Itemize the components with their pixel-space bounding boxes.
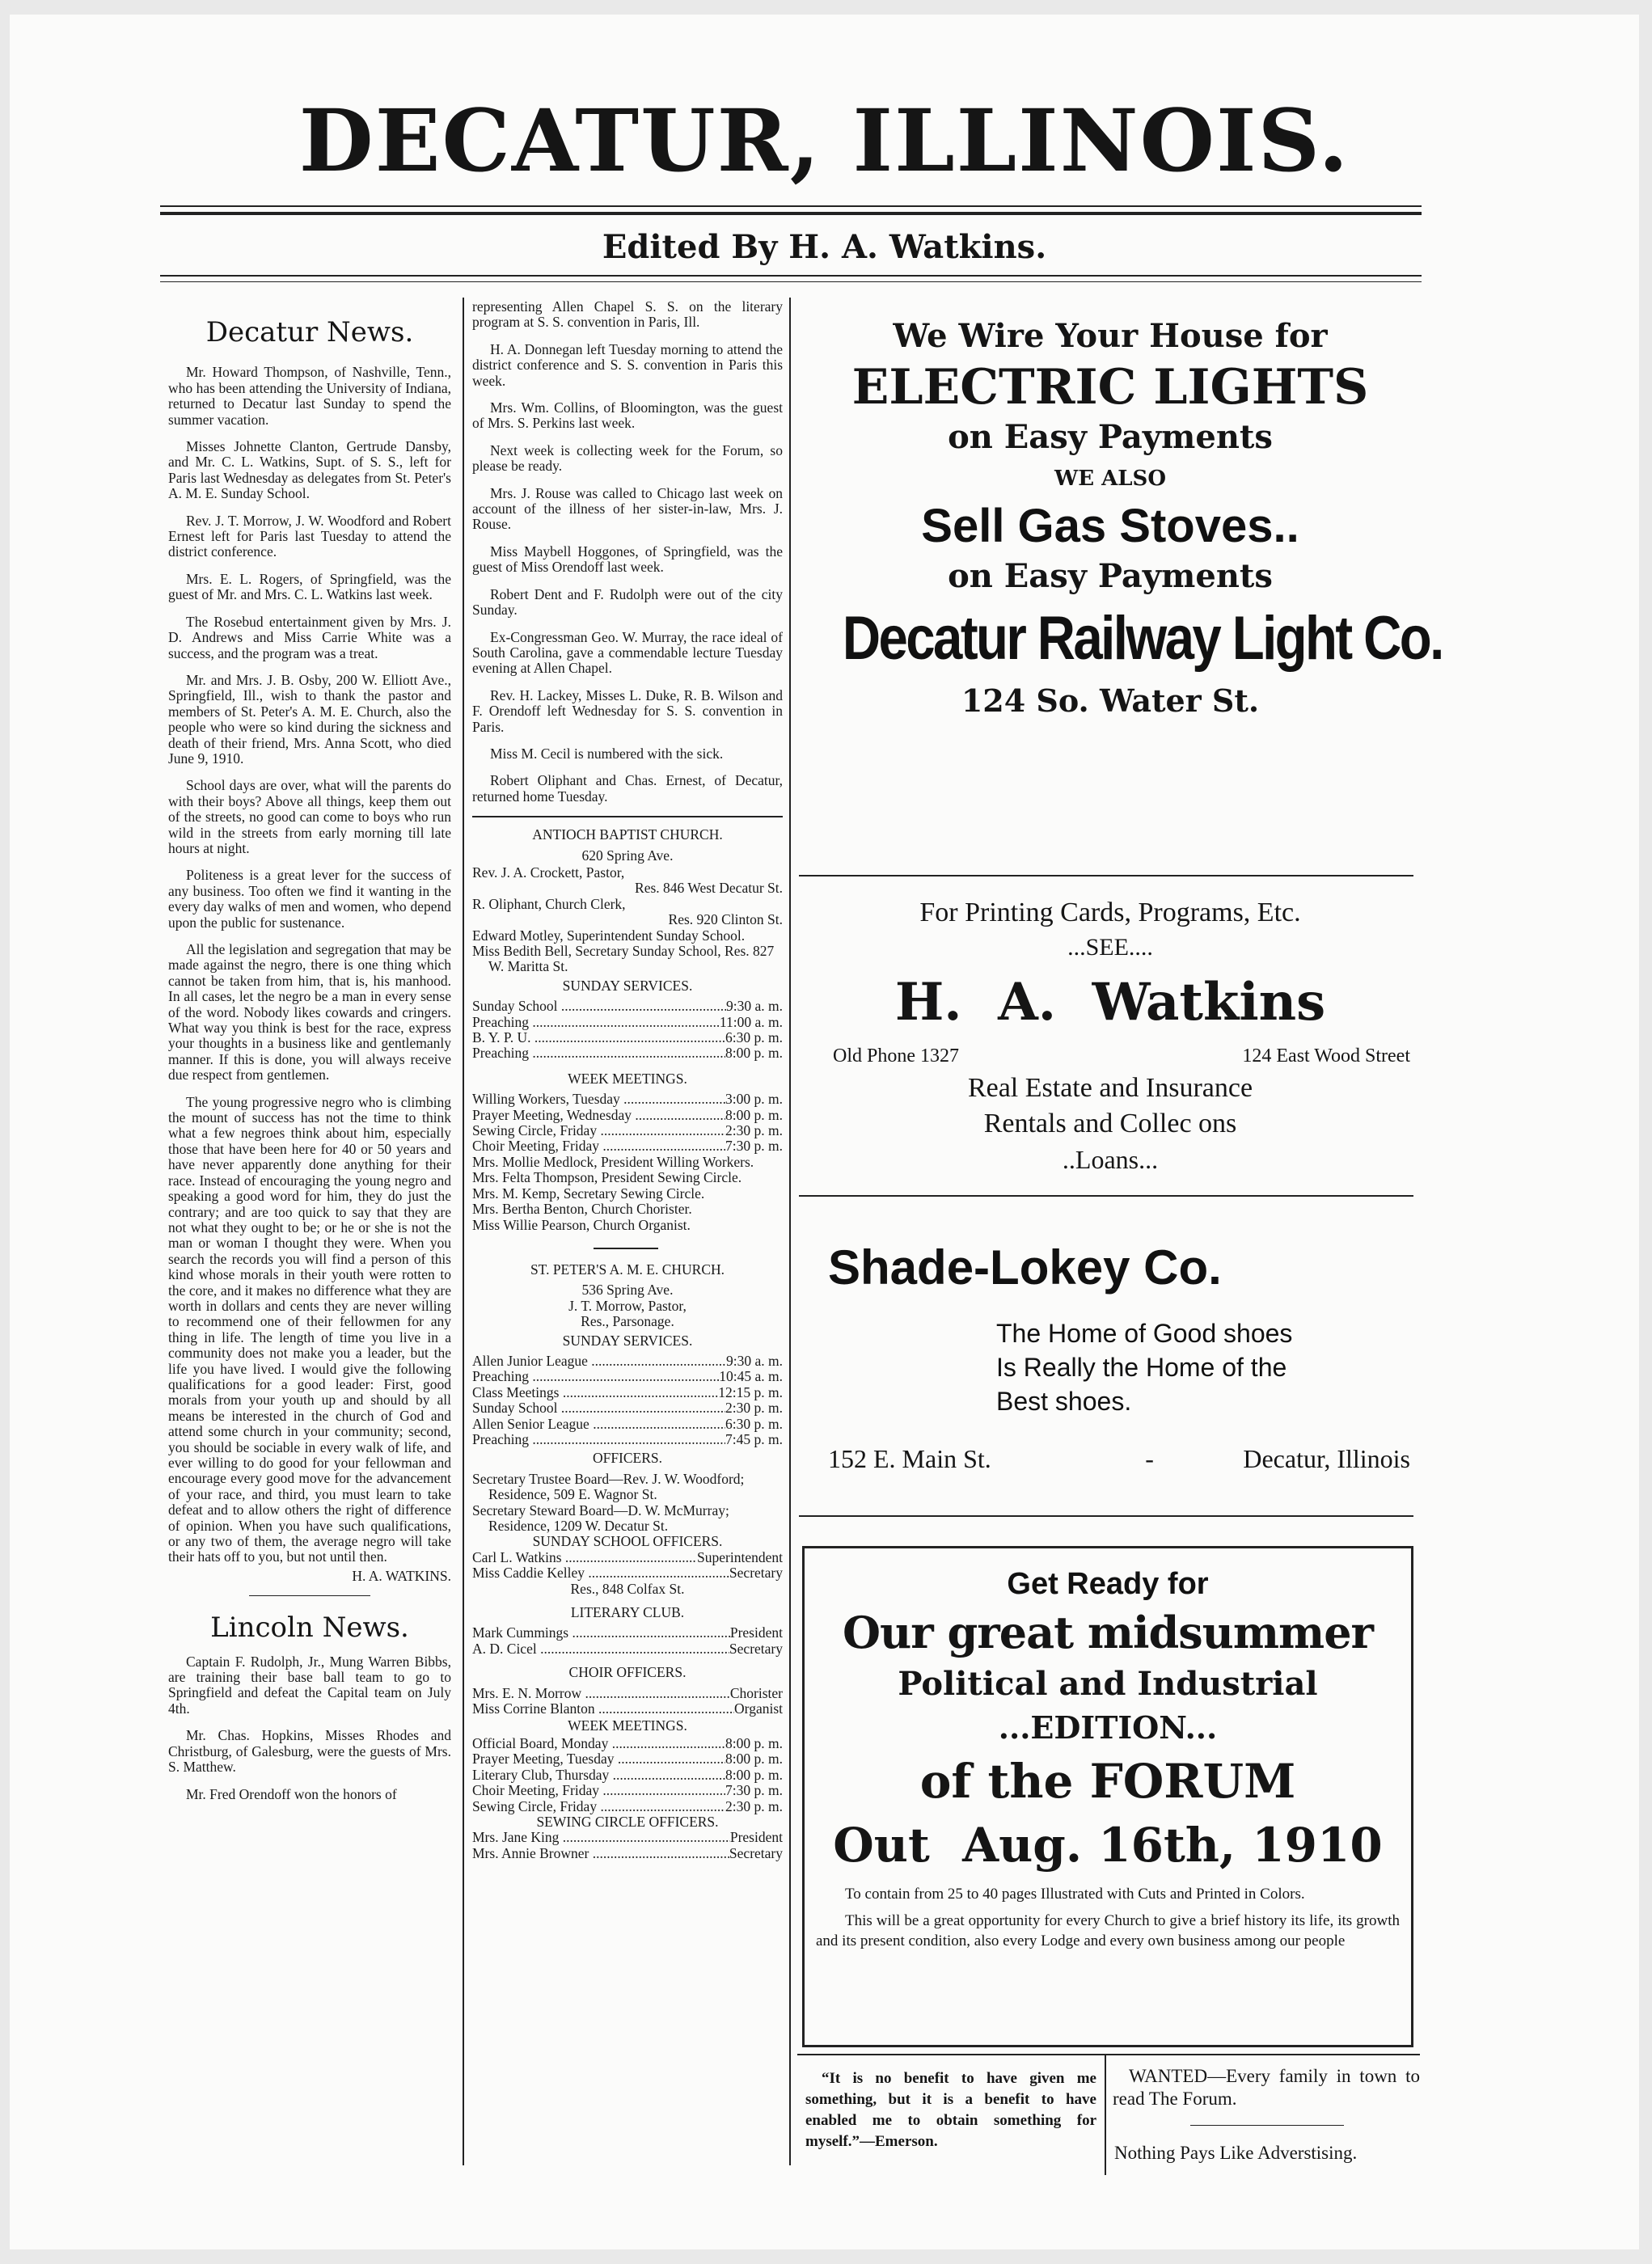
news-item: Robert Oliphant and Chas. Ernest, of Decatur, returned home Tuesday. [472, 772, 783, 805]
ad-forum-line: Political and Industrial [898, 1665, 1318, 1703]
st-peters-ss-res: Res., 848 Colfax St. [570, 1580, 685, 1597]
service-row: Willing Workers, Tuesday ..... 3:00 p. m. [472, 1092, 783, 1107]
ad-divider [799, 875, 1413, 876]
service-row: Sunday School ..... 2:30 p. m. [472, 1400, 783, 1416]
officer-row: Miss Corrine Blanton ..... Organist [472, 1701, 783, 1717]
antioch-staff: R. Oliphant, Church Clerk, [472, 895, 626, 912]
service-row: Preaching ..... 8:00 p. m. [472, 1045, 783, 1061]
st-peters-sewing-title: SEWING CIRCLE OFFICERS. [536, 1813, 719, 1830]
signature: H. A. WATKINS. [352, 1567, 451, 1584]
ad-watkins-line: For Printing Cards, Programs, Etc. [919, 898, 1301, 927]
ad-electric-line: on Easy Payments [948, 418, 1273, 456]
service-row: Prayer Meeting, Wednesday ..... 8:00 p. m. [472, 1108, 783, 1123]
news-item: Mr. Chas. Hopkins, Misses Rhodes and Christburg, of Galesburg, were the guests of Mrs. S. Matthew. [168, 1727, 451, 1776]
column-1 [168, 306, 451, 1814]
ad-electric-company: Decatur Railway Light Co. [842, 604, 1443, 673]
ad-shade-line: Best shoes. [996, 1387, 1132, 1416]
officer-row: Mark Cummings ..... President [472, 1625, 783, 1641]
masthead-rule-bottom-2 [160, 281, 1422, 282]
antioch-staff: Rev. J. A. Crockett, Pastor, [472, 864, 625, 881]
masthead-editor: Edited By H. A. Watkins. [602, 228, 1047, 266]
antioch-staff: Miss Bedith Bell, Secretary Sunday School, Res. 827 W. Maritta St. [472, 943, 775, 975]
officer-row: Mrs. Annie Browner ..... Secretary [472, 1846, 783, 1861]
service-row: Sunday School ..... 9:30 a. m. [472, 999, 783, 1014]
antioch-officer: Mrs. M. Kemp, Secretary Sewing Circle. [472, 1185, 705, 1202]
ad-shade-line: The Home of Good shoes [996, 1319, 1293, 1348]
ad-watkins-line: ...SEE.... [1067, 934, 1153, 961]
news-item: Rev. H. Lackey, Misses L. Duke, R. B. Wilson and F. Orendoff left Wednesday for S. S. convention in Paris. [472, 686, 783, 735]
ad-shade-name: Shade-Lokey Co. [828, 1240, 1222, 1295]
news-item: H. A. Donnegan left Tuesday morning to attend the district conference and S. S. convention in Paris this week. [472, 340, 783, 389]
ad-watkins-line: ..Loans... [1062, 1145, 1159, 1174]
service-row: Sewing Circle, Friday ..... 2:30 p. m. [472, 1799, 783, 1814]
st-peters-literary-title: LITERARY CLUB. [570, 1604, 685, 1621]
bottom-box-divider [1105, 2055, 1106, 2175]
news-item: Mr. Howard Thompson, of Nashville, Tenn., who has been attending the University of Indiana, returned to Decatur last Sunday to spend the summer vacation. [168, 364, 451, 428]
antioch-officer: Mrs. Mollie Medlock, President Willing Workers. [472, 1153, 754, 1170]
ad-divider [799, 1515, 1413, 1517]
news-item: Mrs. Wm. Collins, of Bloomington, was the guest of Mrs. S. Perkins last week. [472, 399, 783, 432]
officer-row: Mrs. E. N. Morrow ..... Chorister [472, 1686, 783, 1701]
column-rule-2 [789, 298, 791, 2165]
newspaper-page [10, 15, 1639, 2249]
st-peters-officers-title: OFFICERS. [592, 1450, 663, 1467]
antioch-title: ANTIOCH BAPTIST CHURCH. [532, 826, 723, 843]
ad-forum-text: This will be a great opportunity for every Church to give a brief history its life, its growth and its present condition, also every Lodge and every own business among our people [816, 1912, 1400, 1949]
news-item: Ex-Congressman Geo. W. Murray, the race ideal of South Carolina, gave a commendable lecture Tuesday evening at Allen Chapel. [472, 628, 783, 677]
ad-forum-date: Out Aug. 16th, 1910 [833, 1818, 1383, 1873]
section-divider [594, 1248, 658, 1249]
column-rule-1 [463, 298, 464, 2165]
ad-forum-line: ...EDITION... [998, 1709, 1218, 1746]
ad-electric-headline: Sell Gas Stoves.. [921, 500, 1299, 552]
ad-electric-line: We Wire Your House for [893, 317, 1328, 355]
news-item: Next week is collecting week for the Forum, so please be ready. [472, 441, 783, 475]
st-peters-address: 536 Spring Ave. [581, 1282, 674, 1299]
st-peters-officer: Secretary Steward Board—D. W. McMurray; Residence, 1209 W. Decatur St. [472, 1502, 729, 1534]
service-row: Class Meetings ..... 12:15 p. m. [472, 1385, 783, 1400]
ad-shade-dash: - [1145, 1444, 1154, 1473]
ad-electric-line: WE ALSO [1054, 467, 1166, 491]
column-2 [472, 299, 783, 1861]
ad-forum-headline: Our great midsummer [843, 1607, 1373, 1658]
antioch-officer: Miss Willie Pearson, Church Organist. [472, 1216, 691, 1233]
advertising-slogan: Nothing Pays Like Adverstising. [1114, 2143, 1358, 2163]
antioch-staff: Edward Motley, Superintendent Sunday School. [472, 927, 746, 944]
ad-forum-text: To contain from 25 to 40 pages Illustrated with Cuts and Printed in Colors. [845, 1886, 1305, 1903]
antioch-officer: Mrs. Bertha Benton, Church Chorister. [472, 1201, 692, 1218]
news-item: Miss Maybell Hoggones, of Springfield, was the guest of Miss Orendoff last week. [472, 543, 783, 576]
bottom-box-small-rule [1190, 2125, 1344, 2126]
news-item: Mr. Fred Orendoff won the honors of [186, 1785, 397, 1802]
news-item: Captain F. Rudolph, Jr., Mung Warren Bibbs, are training their base ball team to go to Springfield and defeat the Capital team on July 4th. [168, 1653, 451, 1717]
service-row: Allen Senior League ..... 6:30 p. m. [472, 1417, 783, 1432]
officer-row: Miss Caddie Kelley ..... Secretary [472, 1565, 783, 1581]
news-item: Politeness is a great lever for the success of any business. Too often we find it wanting in the every day walks of men and women, who depend upon the public for sustenance. [168, 867, 451, 931]
masthead-rule-bottom [160, 275, 1422, 277]
antioch-address: 620 Spring Ave. [581, 847, 674, 864]
wanted-notice: WANTED—Every family in town to read The Forum. [1113, 2066, 1420, 2109]
emerson-quote: “It is no benefit to have given me something, but it is a benefit to have enabled me to obtain something for myself.”—Emerson. [805, 2070, 1096, 2150]
masthead-rule-top-thick [160, 212, 1422, 215]
service-row: Allen Junior League ..... 9:30 a. m. [472, 1354, 783, 1369]
section-divider [249, 1595, 370, 1596]
antioch-staff: Res. 920 Clinton St. [668, 911, 783, 928]
ad-shade-lokey [799, 1237, 1422, 1475]
ad-shade-address-row [799, 1418, 1422, 1475]
news-item: The young progressive negro who is climbing the mount of success has not the time to think what a few negroes think about him, especially those that have been here for 40 or 50 years and have never apparently done anything for their race. Instead of encouraging the young negro and speaking a good word for him, they do just the contrary; and are too quick to say that they are not what they ought to be; or he or she is not the man or woman I thought they were. When you search the records you will find a person of this kind whose morals in their youth were rotten to the core, and it makes no difference what they are worth in dollars and cents they are never willing to recommend one of their fellowmen for any thing in life. The length of time you live in a community does not make you a leader, but the life you have lived. I would give the following qualifications for a good leader: First, good morals from your youth up and should by all means be interested in the church of God and attend some church in your community; second, you should be sociable in every walk of life, and ever willing to do good for your fellowman and encourage every good move for the advancement of your race, and third, you must learn to take defeat and to allow others the right of difference of opinion. When you have such qualifications, or any two of them, the average negro will take their hats off to you, but not until then. [168, 1093, 451, 1565]
antioch-week-title: WEEK MEETINGS. [568, 1070, 687, 1087]
ad-shade-line: Is Really the Home of the [996, 1353, 1287, 1382]
ad-forum-box [802, 1546, 1413, 2047]
ad-forum-headline: of the FORUM [919, 1754, 1296, 1809]
news-item: Mrs. J. Rouse was called to Chicago last week on account of the illness of her sister-in-law, Mrs. J. Rouse. [472, 484, 783, 533]
antioch-staff: Res. 846 West Decatur St. [635, 880, 783, 897]
st-peters-week-title: WEEK MEETINGS. [568, 1717, 687, 1734]
service-row: Preaching ..... 11:00 a. m. [472, 1015, 783, 1030]
news-item: Mrs. E. L. Rogers, of Springfield, was the guest of Mr. and Mrs. C. L. Watkins last week. [168, 570, 451, 603]
news-item: Misses Johnette Clanton, Gertrude Dansby, and Mr. C. L. Watkins, Supt. of S. S., left for Paris last Wednesday as delegates from St. Peter's A. M. E. Sunday School. [168, 438, 451, 502]
news-item: representing Allen Chapel S. S. on the literary program at S. S. convention in Paris, Ill. [472, 298, 783, 331]
bottom-rule [797, 2054, 1420, 2055]
service-row: B. Y. P. U. ..... 6:30 p. m. [472, 1030, 783, 1045]
ad-shade-city: Decatur, Illinois [1243, 1444, 1410, 1473]
st-peters-pastor: J. T. Morrow, Pastor, [568, 1297, 687, 1314]
ad-watkins [799, 894, 1422, 1177]
ad-watkins-phone: Old Phone 1327 [833, 1045, 959, 1067]
service-row: Choir Meeting, Friday ..... 7:30 p. m. [472, 1783, 783, 1798]
antioch-officer: Mrs. Felta Thompson, President Sewing Circle. [472, 1169, 742, 1186]
lincoln-news-heading: Lincoln News. [210, 1611, 409, 1645]
ad-shade-address: 152 E. Main St. [828, 1444, 991, 1473]
ad-watkins-contact [799, 1041, 1422, 1071]
news-item: Miss M. Cecil is numbered with the sick. [490, 745, 724, 762]
ad-divider [799, 1195, 1413, 1197]
news-item: Mr. and Mrs. J. B. Osby, 200 W. Elliott Ave., Springfield, Ill., wish to thank the pastor and members of St. Peter's A. M. E. Church, also the people who were so kind during the sickness and death of their friend, Mrs. Anna Scott, who died June 9, 1910. [168, 671, 451, 767]
service-row: Literary Club, Thursday ..... 8:00 p. m. [472, 1768, 783, 1783]
ad-watkins-name: H. A. Watkins [894, 972, 1326, 1033]
ad-electric-headline: ELECTRIC LIGHTS [851, 359, 1369, 416]
antioch-sunday-title: SUNDAY SERVICES. [562, 977, 693, 994]
decatur-news-heading: Decatur News. [205, 316, 414, 348]
service-row: Prayer Meeting, Tuesday ..... 8:00 p. m. [472, 1751, 783, 1767]
ad-electric-line: on Easy Payments [948, 557, 1273, 595]
news-item: Robert Dent and F. Rudolph were out of the city Sunday. [472, 585, 783, 619]
ad-forum-line: Get Ready for [1007, 1567, 1209, 1601]
ad-watkins-street: 124 East Wood Street [1242, 1045, 1410, 1067]
ad-watkins-line: Rentals and Collec ons [983, 1109, 1237, 1138]
st-peters-officer: Secretary Trustee Board—Rev. J. W. Woodford; Residence, 509 E. Wagnor St. [472, 1470, 745, 1503]
ad-electric-address: 124 So. Water St. [961, 682, 1260, 719]
officer-row: Carl L. Watkins ..... Superintendent [472, 1550, 783, 1565]
news-item: Rev. J. T. Morrow, J. W. Woodford and Robert Ernest left for Paris last Tuesday to attend the district conference. [168, 512, 451, 560]
st-peters-residence: Res., Parsonage. [581, 1313, 674, 1330]
news-item: School days are over, what will the parents do with their boys? Above all things, keep them out of the streets, no good can come to boys who run wild in the streets from early morning till late hours at night. [168, 777, 451, 856]
st-peters-title: ST. PETER'S A. M. E. CHURCH. [530, 1261, 725, 1278]
masthead-title: DECATUR, ILLINOIS. [298, 90, 1350, 191]
officer-row: Mrs. Jane King ..... President [472, 1830, 783, 1845]
section-divider [472, 816, 783, 817]
ad-watkins-line: Real Estate and Insurance [967, 1073, 1253, 1103]
news-item: The Rosebud entertainment given by Mrs. J. D. Andrews and Miss Carrie White was a success, and the program was a treat. [168, 613, 451, 661]
service-row: Preaching ..... 7:45 p. m. [472, 1432, 783, 1447]
st-peters-ss-title: SUNDAY SCHOOL OFFICERS. [532, 1533, 723, 1550]
st-peters-choir-title: CHOIR OFFICERS. [568, 1664, 687, 1681]
st-peters-sunday-title: SUNDAY SERVICES. [562, 1332, 693, 1349]
service-row: Official Board, Monday ..... 8:00 p. m. [472, 1736, 783, 1751]
officer-row: A. D. Cicel ..... Secretary [472, 1641, 783, 1657]
ad-electric [799, 314, 1443, 723]
service-row: Preaching ..... 10:45 a. m. [472, 1369, 783, 1384]
service-row: Sewing Circle, Friday ..... 2:30 p. m. [472, 1123, 783, 1138]
masthead-rule-top [160, 205, 1422, 207]
service-row: Choir Meeting, Friday ..... 7:30 p. m. [472, 1138, 783, 1154]
news-item: All the legislation and segregation that may be made against the negro, there is one thing which cannot be taken from him, that is, his manhood. In all cases, let the negro be a man in every sense of the word. Nobody likes cowards and cringers. What way you think is best for the race, express your thoughts in a business like and gentlemanly manner. If this is done, you will always receive due respect from gentlemen. [168, 941, 451, 1083]
